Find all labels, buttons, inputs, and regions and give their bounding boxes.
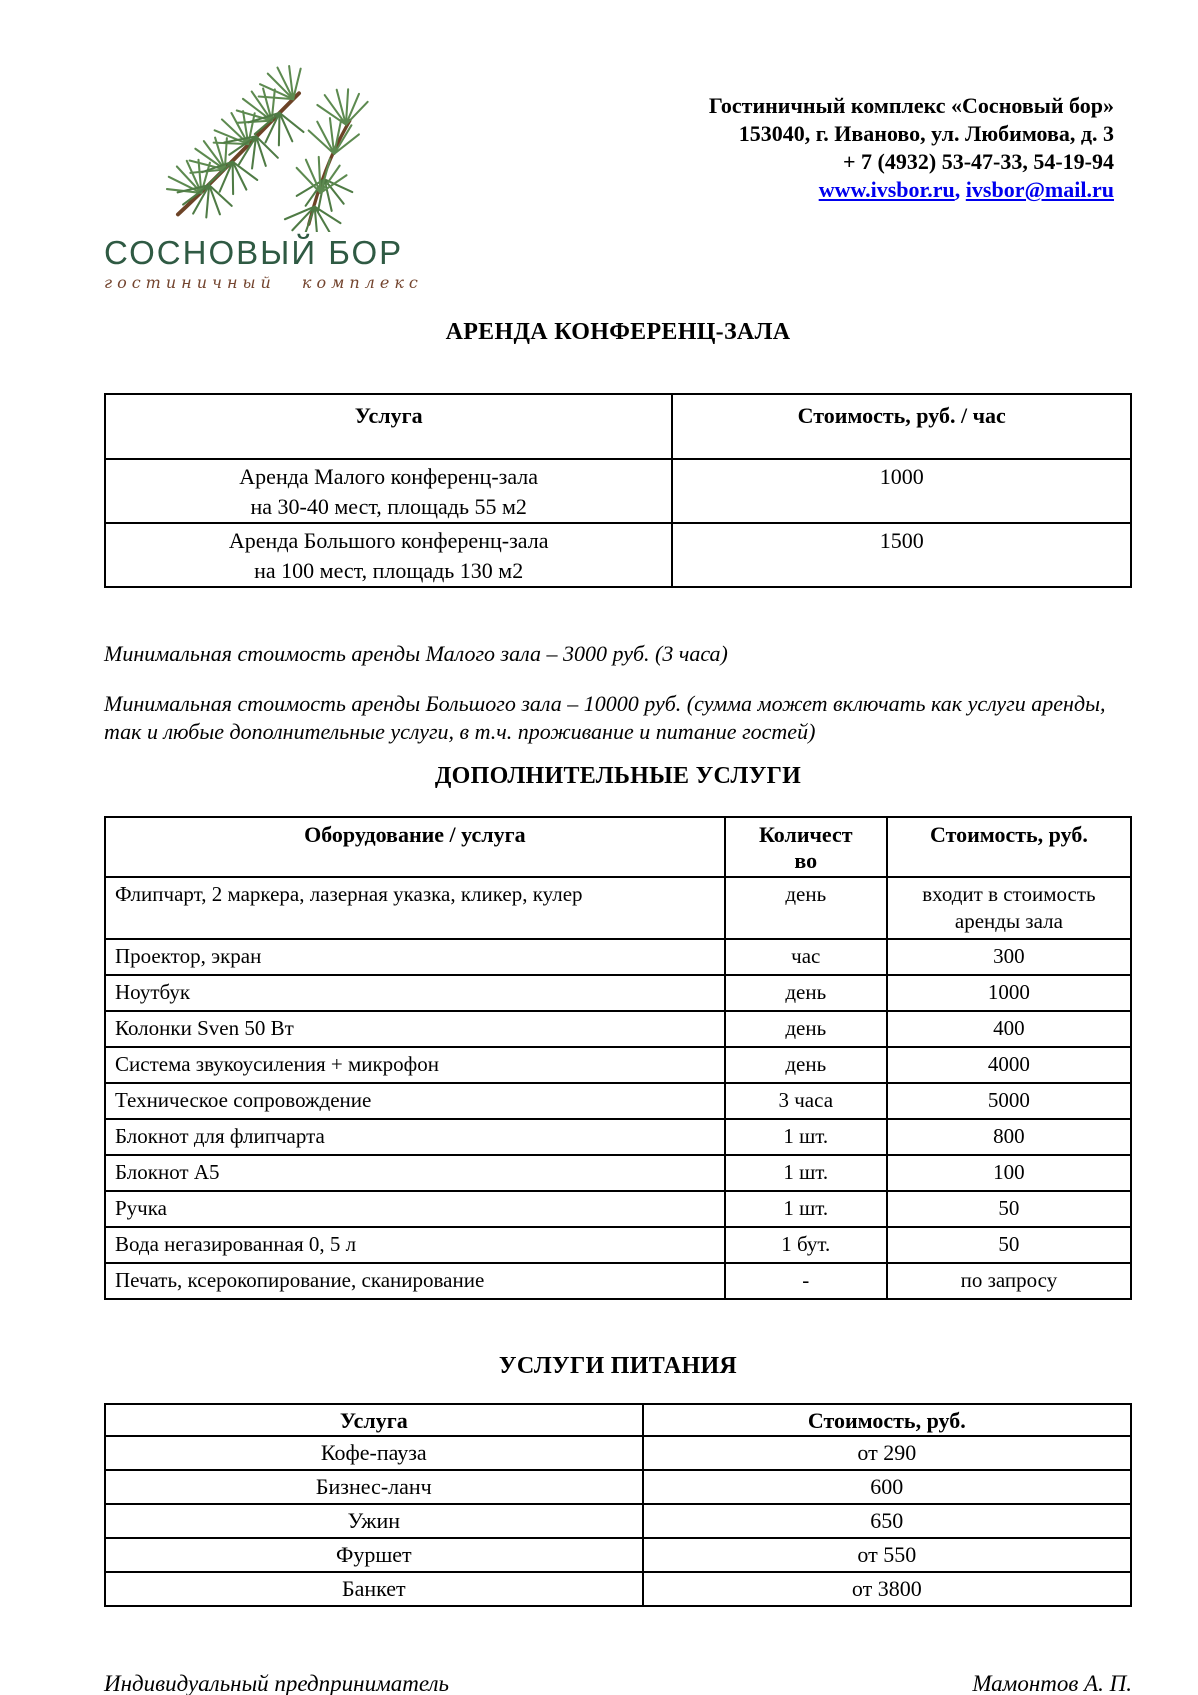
qty-cell: 1 шт. — [725, 1155, 887, 1191]
service-line2: на 30-40 мест, площадь 55 м2 — [250, 494, 527, 519]
item-cell: Колонки Sven 50 Вт — [105, 1011, 725, 1047]
hotel-logo — [104, 64, 423, 292]
table-row — [105, 1436, 1131, 1470]
service-line1: Аренда Большого конференц-зала — [228, 528, 549, 553]
additional-services-table — [104, 816, 1132, 1300]
price-cell: 50 — [887, 1227, 1131, 1263]
email-link[interactable]: ivsbor@mail.ru — [965, 177, 1114, 202]
table-row — [105, 1191, 1131, 1227]
col-header-item: Оборудование / услуга — [105, 817, 725, 877]
service-cell — [105, 459, 672, 523]
qty-cell: день — [725, 975, 887, 1011]
note-big-hall: Минимальная стоимость аренды Большого зала – 10000 руб. (сумма может включать как услуги аренды, так и любые дополнительные услуги, в т.ч. проживание и питание гостей) — [104, 691, 1106, 744]
table-row — [105, 1263, 1131, 1299]
table-row — [105, 975, 1131, 1011]
table-header-row — [105, 1404, 1131, 1436]
price-cell: 300 — [887, 939, 1131, 975]
col-header-price: Стоимость, руб. / час — [672, 394, 1131, 459]
table-header-row — [105, 394, 1131, 459]
document-header — [104, 0, 1132, 292]
item-cell: Система звукоусиления + микрофон — [105, 1047, 725, 1083]
contact-block — [709, 64, 1132, 292]
price-cell: 1000 — [887, 975, 1131, 1011]
table-row — [105, 1470, 1131, 1504]
table-row — [105, 523, 1131, 587]
item-cell: Проектор, экран — [105, 939, 725, 975]
service-cell: Фуршет — [105, 1538, 643, 1572]
table-row — [105, 1047, 1131, 1083]
item-cell: Техническое сопровождение — [105, 1083, 725, 1119]
item-cell: Блокнот для флипчарта — [105, 1119, 725, 1155]
website-link[interactable]: www.ivsbor.ru — [818, 177, 955, 202]
section-title-extras: ДОПОЛНИТЕЛЬНЫЕ УСЛУГИ — [434, 763, 802, 789]
service-cell: Бизнес-ланч — [105, 1470, 643, 1504]
section-title-catering: УСЛУГИ ПИТАНИЯ — [498, 1353, 738, 1379]
service-cell: Кофе-пауза — [105, 1436, 643, 1470]
qty-cell: 3 часа — [725, 1083, 887, 1119]
item-cell: Ноутбук — [105, 975, 725, 1011]
price-cell: от 290 — [643, 1436, 1131, 1470]
price-cell: 50 — [887, 1191, 1131, 1227]
note-small-hall: Минимальная стоимость аренды Малого зала – 3000 руб. (3 часа) — [104, 641, 728, 666]
links-separator: , — [954, 177, 966, 202]
col-header-price: Стоимость, руб. — [643, 1404, 1131, 1436]
price-cell: 400 — [887, 1011, 1131, 1047]
item-cell: Ручка — [105, 1191, 725, 1227]
item-cell: Флипчарт, 2 маркера, лазерная указка, кликер, кулер — [105, 877, 725, 939]
brand-name: СОСНОВЫЙ БОР — [104, 234, 404, 271]
contact-org: Гостиничный комплекс «Сосновый бор» — [708, 93, 1114, 118]
table-row — [105, 877, 1131, 939]
price-cell: 100 — [887, 1155, 1131, 1191]
qty-cell: 1 шт. — [725, 1191, 887, 1227]
item-cell: Вода негазированная 0, 5 л — [105, 1227, 725, 1263]
price-cell: 600 — [643, 1470, 1131, 1504]
catering-table — [104, 1403, 1132, 1607]
conference-rental-table — [104, 393, 1132, 588]
qty-cell: час — [725, 939, 887, 975]
table-row — [105, 1227, 1131, 1263]
service-cell: Банкет — [105, 1572, 643, 1606]
table-row — [105, 1572, 1131, 1606]
qty-cell: день — [725, 1011, 887, 1047]
price-cell: 1500 — [672, 523, 1131, 587]
table-row — [105, 459, 1131, 523]
service-line1: Аренда Малого конференц-зала — [239, 464, 539, 489]
brand-tagline: гостиничный комплекс — [104, 273, 423, 292]
entrepreneur-label: Индивидуальный предприниматель — [104, 1671, 450, 1695]
table-row — [105, 939, 1131, 975]
pine-branch-icon — [162, 64, 397, 232]
table-row — [105, 1083, 1131, 1119]
qty-cell: день — [725, 1047, 887, 1083]
col-header-service: Услуга — [105, 394, 672, 459]
col-header-qty — [725, 817, 887, 877]
qty-header-text: Количество — [758, 822, 853, 873]
table-row — [105, 1119, 1131, 1155]
table-row — [105, 1504, 1131, 1538]
price-cell: 650 — [643, 1504, 1131, 1538]
service-cell — [105, 523, 672, 587]
signature-footer — [104, 1669, 1132, 1695]
table-header-row — [105, 817, 1131, 877]
qty-cell: 1 шт. — [725, 1119, 887, 1155]
price-cell: от 550 — [643, 1538, 1131, 1572]
price-cell: 5000 — [887, 1083, 1131, 1119]
contact-phones: + 7 (4932) 53-47-33, 54-19-94 — [843, 149, 1114, 174]
table-row — [105, 1011, 1131, 1047]
item-cell: Блокнот А5 — [105, 1155, 725, 1191]
table-row — [105, 1538, 1131, 1572]
owner-name: Мамонтов А. П. — [972, 1671, 1132, 1695]
service-line2: на 100 мест, площадь 130 м2 — [254, 558, 524, 583]
col-header-price: Стоимость, руб. — [887, 817, 1131, 877]
price-cell: 1000 — [672, 459, 1131, 523]
table-row — [105, 1155, 1131, 1191]
price-cell: от 3800 — [643, 1572, 1131, 1606]
section-title-conference: АРЕНДА КОНФЕРЕНЦ-ЗАЛА — [445, 319, 791, 345]
contact-address: 153040, г. Иваново, ул. Любимова, д. 3 — [738, 121, 1114, 146]
col-header-service: Услуга — [105, 1404, 643, 1436]
price-cell: по запросу — [887, 1263, 1131, 1299]
qty-cell: 1 бут. — [725, 1227, 887, 1263]
item-cell: Печать, ксерокопирование, сканирование — [105, 1263, 725, 1299]
price-cell: входит в стоимость аренды зала — [887, 877, 1131, 939]
qty-cell: - — [725, 1263, 887, 1299]
price-cell: 800 — [887, 1119, 1131, 1155]
qty-cell: день — [725, 877, 887, 939]
price-cell: 4000 — [887, 1047, 1131, 1083]
contact-links — [709, 176, 1114, 204]
service-cell: Ужин — [105, 1504, 643, 1538]
